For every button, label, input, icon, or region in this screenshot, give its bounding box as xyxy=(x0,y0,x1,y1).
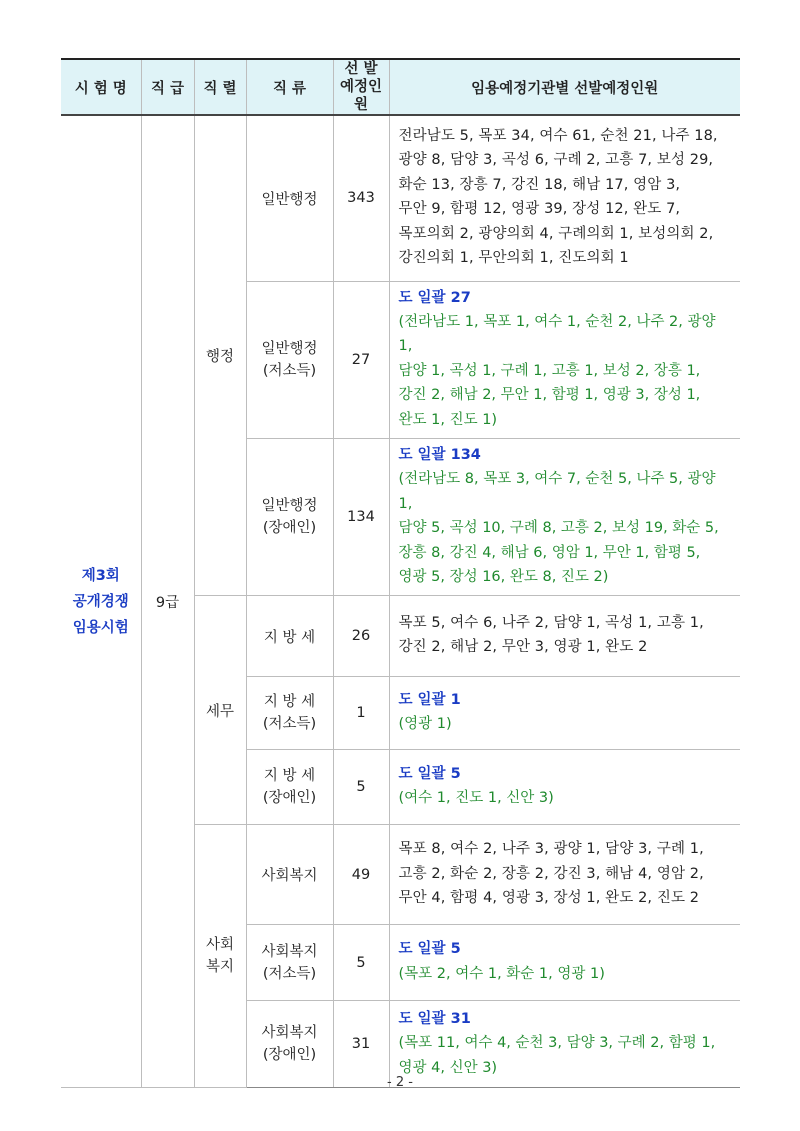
detail-cell xyxy=(389,925,740,1001)
count-cell: 49 xyxy=(333,825,389,925)
detail-cell xyxy=(389,596,740,677)
detail-line: 화순 13, 장흥 7, 강진 18, 해남 17, 영암 3, xyxy=(398,176,681,193)
recruitment-table xyxy=(61,58,740,1088)
detail-line: 목포 5, 여수 6, 나주 2, 담양 1, 곡성 1, 고흥 1, xyxy=(398,614,704,631)
detail-line: (목포 2, 여수 1, 화순 1, 영광 1) xyxy=(398,965,605,982)
category-line2: (장애인) xyxy=(262,520,317,537)
detail-line: (여수 1, 진도 1, 신안 3) xyxy=(398,790,554,807)
exam-name-line3: 임용시험 xyxy=(72,619,129,636)
detail-line: 강진 2, 해남 2, 무안 1, 함평 1, 영광 3, 장성 1, xyxy=(398,387,701,404)
detail-head: 도 일괄 134 xyxy=(398,446,481,463)
count-cell: 26 xyxy=(333,596,389,677)
detail-line: 강진의회 1, 무안의회 1, 진도의회 1 xyxy=(398,250,629,267)
detail-line: 목포의회 2, 광양의회 4, 구례의회 1, 보성의회 2, xyxy=(398,225,714,242)
detail-line: (목포 11, 여수 4, 순천 3, 담양 3, 구례 2, 함평 1, xyxy=(398,1035,716,1052)
detail-cell xyxy=(389,438,740,595)
series-tax-cell: 세무 xyxy=(194,596,246,825)
category-cell xyxy=(246,750,333,825)
category-line1: 일반행정 xyxy=(261,498,318,515)
category-line2: (저소득) xyxy=(262,362,317,379)
header-detail: 임용예정기관별 선발예정인원 xyxy=(389,59,740,115)
detail-line: 영광 4, 신안 3) xyxy=(398,1059,498,1076)
series-welfare-line1: 사회 xyxy=(205,937,234,954)
category-cell xyxy=(246,596,333,677)
detail-line: 강진 2, 해남 2, 무안 3, 영광 1, 완도 2 xyxy=(398,639,648,656)
category-cell xyxy=(246,115,333,281)
category-line1: 사회복지 xyxy=(261,868,318,885)
header-row xyxy=(61,59,740,115)
detail-line: (영광 1) xyxy=(398,716,452,733)
detail-cell xyxy=(389,825,740,925)
count-cell: 31 xyxy=(333,1001,389,1088)
detail-line: 영광 5, 장성 16, 완도 8, 진도 2) xyxy=(398,568,609,585)
header-grade: 직 급 xyxy=(141,59,194,115)
detail-line: 담양 5, 곡성 10, 구례 8, 고흥 2, 보성 19, 화순 5, xyxy=(398,520,719,537)
detail-head: 도 일괄 5 xyxy=(398,941,461,958)
category-line1: 지 방 세 xyxy=(263,768,316,785)
detail-line: 완도 1, 진도 1) xyxy=(398,411,498,428)
exam-name-cell xyxy=(61,115,141,1088)
detail-head: 도 일괄 27 xyxy=(398,289,471,306)
detail-line: 목포 8, 여수 2, 나주 3, 광양 1, 담양 3, 구례 1, xyxy=(398,841,704,858)
detail-head: 도 일괄 1 xyxy=(398,691,461,708)
exam-name-line2: 공개경쟁 xyxy=(72,593,129,610)
category-line1: 지 방 세 xyxy=(263,629,316,646)
category-cell xyxy=(246,677,333,750)
detail-line: 광양 8, 담양 3, 곡성 6, 구례 2, 고흥 7, 보성 29, xyxy=(398,152,714,169)
header-count xyxy=(333,59,389,115)
detail-cell xyxy=(389,677,740,750)
detail-line: 담양 1, 곡성 1, 구례 1, 고흥 1, 보성 2, 장흥 1, xyxy=(398,362,701,379)
detail-line: (전라남도 1, 목포 1, 여수 1, 순천 2, 나주 2, 광양 1, xyxy=(398,313,716,355)
count-cell: 1 xyxy=(333,677,389,750)
count-cell: 343 xyxy=(333,115,389,281)
grade-cell: 9급 xyxy=(141,115,194,1088)
series-admin-cell: 행정 xyxy=(194,115,246,596)
category-line2: (저소득) xyxy=(262,716,317,733)
count-cell: 134 xyxy=(333,438,389,595)
category-line2: (장애인) xyxy=(262,790,317,807)
page-number: - 2 - xyxy=(387,1075,413,1090)
detail-line: 장흥 8, 강진 4, 해남 6, 영암 1, 무안 1, 함평 5, xyxy=(398,544,701,561)
category-line2: (장애인) xyxy=(262,1047,317,1064)
header-exam: 시 험 명 xyxy=(61,59,141,115)
category-line1: 지 방 세 xyxy=(263,694,316,711)
table-row xyxy=(61,115,740,281)
detail-line: (전라남도 8, 목포 3, 여수 7, 순천 5, 나주 5, 광양 1, xyxy=(398,471,716,512)
category-line1: 일반행정 xyxy=(261,191,318,208)
category-cell xyxy=(246,925,333,1001)
series-welfare-line2: 복지 xyxy=(205,959,234,976)
detail-cell xyxy=(389,115,740,281)
header-category: 직 류 xyxy=(246,59,333,115)
header-series: 직 렬 xyxy=(194,59,246,115)
count-cell: 5 xyxy=(333,925,389,1001)
count-cell: 5 xyxy=(333,750,389,825)
exam-name-line1: 제3회 xyxy=(81,567,120,584)
category-line1: 일반행정 xyxy=(261,340,318,357)
category-line2: (저소득) xyxy=(262,965,317,982)
category-cell xyxy=(246,825,333,925)
header-count-line2: 예정인원 xyxy=(339,79,383,113)
detail-cell xyxy=(389,750,740,825)
header-count-line1: 선 발 xyxy=(344,61,378,77)
detail-head: 도 일괄 31 xyxy=(398,1010,471,1027)
detail-cell xyxy=(389,281,740,438)
category-cell xyxy=(246,281,333,438)
count-cell: 27 xyxy=(333,281,389,438)
detail-line: 전라남도 5, 목포 34, 여수 61, 순천 21, 나주 18, xyxy=(398,128,718,145)
category-line1: 사회복지 xyxy=(261,1025,318,1042)
detail-head: 도 일괄 5 xyxy=(398,765,461,782)
detail-line: 고흥 2, 화순 2, 장흥 2, 강진 3, 해남 4, 영암 2, xyxy=(398,865,704,882)
category-cell xyxy=(246,438,333,595)
series-welfare-cell xyxy=(194,825,246,1088)
category-line1: 사회복지 xyxy=(261,943,318,960)
detail-line: 무안 9, 함평 12, 영광 39, 장성 12, 완도 7, xyxy=(398,201,681,218)
detail-line: 무안 4, 함평 4, 영광 3, 장성 1, 완도 2, 진도 2 xyxy=(398,890,700,907)
